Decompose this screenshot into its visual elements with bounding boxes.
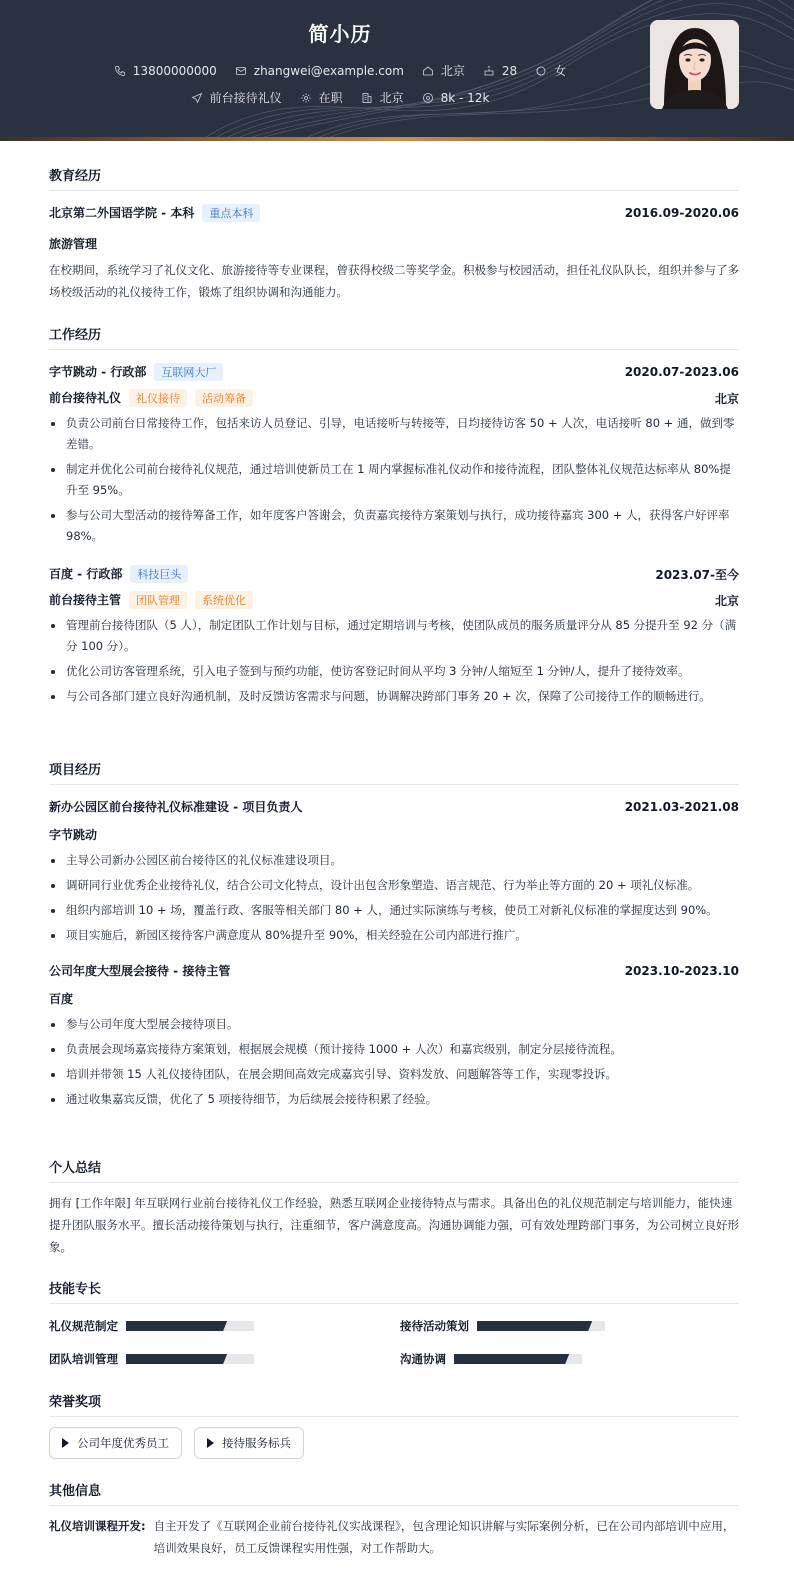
section-title-projects: 项目经历 (49, 759, 739, 785)
header-accent-bar (0, 137, 794, 141)
work-role-line (49, 389, 253, 407)
education-tag: 重点本科 (202, 204, 260, 222)
work-company-line (49, 565, 188, 583)
work-company-row (49, 565, 739, 583)
job-intent-row (0, 89, 680, 106)
honors-section (49, 1391, 739, 1471)
project-org: 字节跳动 (49, 828, 98, 842)
building-icon (361, 92, 373, 104)
project-bullet: 组织内部培训 10 + 场，覆盖行政、客服等相关部门 80 + 人，通过实际演练与考核，使员工对新礼仪标准的掌握度达到 90%。 (49, 900, 739, 921)
section-title-other: 其他信息 (49, 1480, 739, 1506)
education-major: 旅游管理 (49, 237, 98, 251)
work-bullets (49, 413, 739, 547)
send-icon (191, 92, 203, 104)
cake-icon (483, 65, 495, 77)
work-item (49, 363, 739, 547)
email-info (235, 64, 404, 78)
status-text: 在职 (318, 91, 343, 105)
project-bullet: 参与公司年度大型展会接待项目。 (49, 1014, 739, 1035)
work-period: 2023.07-至今 (655, 567, 739, 582)
work-bullet: 优化公司访客管理系统，引入电子签到与预约功能，使访客登记时间从平均 3 分钟/人缩短至 1 分钟/人，提升了接待效率。 (49, 661, 739, 682)
mail-icon (235, 65, 247, 77)
education-description: 在校期间，系统学习了礼仪文化、旅游接待等专业课程，曾获得校级二等奖学金。积极参与校园活动，担任礼仪队队长，组织并参与了多场校级活动的礼仪接待工作，锻炼了组织协调和沟通能力。 (49, 263, 739, 299)
skill-name: 接待活动策划 (400, 1319, 469, 1333)
project-bullets (49, 1014, 739, 1110)
email-text: zhangwei@example.com (253, 63, 404, 78)
education-school-line (49, 204, 260, 222)
salary-info (422, 91, 490, 105)
contact-info-row (0, 62, 680, 79)
work-bullet: 负责公司前台日常接待工作，包括来访人员登记、引导，电话接听与转接等，日均接待访客 50 + 人次，电话接听 80 + 通，做到零差错。 (49, 413, 739, 455)
honor-text: 接待服务标兵 (222, 1436, 291, 1450)
project-bullets (49, 850, 739, 946)
project-bullet: 调研同行业优秀企业接待礼仪，结合公司文化特点，设计出包含形象塑造、语言规范、行为举止等方面的 20 + 项礼仪标准。 (49, 875, 739, 896)
skill-name: 沟通协调 (400, 1352, 446, 1366)
honor-badge (194, 1427, 304, 1459)
project-item (49, 798, 739, 946)
gender-text: 女 (554, 64, 567, 78)
job-intent-info (191, 89, 282, 106)
project-period: 2021.03-2021.08 (624, 799, 739, 814)
work-role: 前台接待礼仪 (49, 391, 122, 405)
project-org: 百度 (49, 992, 74, 1006)
skill-name: 礼仪规范制定 (49, 1319, 118, 1333)
skill-item (49, 1351, 254, 1367)
skill-name: 团队培训管理 (49, 1352, 118, 1366)
project-bullet: 培训并带领 15 人礼仪接待团队，在展会期间高效完成嘉宾引导、资料发放、问题解答等工作，实现零投诉。 (49, 1064, 739, 1085)
skill-bar (126, 1321, 254, 1331)
education-header-row (49, 204, 739, 222)
work-company: 字节跳动 - 行政部 (49, 365, 147, 379)
location-text: 北京 (440, 64, 465, 78)
project-bullet: 项目实施后，新园区接待客户满意度从 80%提升至 90%，相关经验在公司内部进行推广。 (49, 925, 739, 946)
project-name: 新办公园区前台接待礼仪标准建设 - 项目负责人 (49, 800, 303, 814)
work-company: 百度 - 行政部 (49, 567, 123, 581)
other-text: 自主开发了《互联网企业前台接待礼仪实战课程》，包含理论知识讲解与实际案例分析，已在公司内部培训中应用，培训效果良好，员工反馈课程实用性强，对工作帮助大。 (153, 1519, 735, 1555)
section-title-skills: 技能专长 (49, 1278, 739, 1304)
section-title-honors: 荣誉奖项 (49, 1391, 739, 1417)
play-triangle-icon (207, 1438, 214, 1448)
project-bullet: 负责展会现场嘉宾接待方案策划，根据展会规模（预计接待 1000 + 人次）和嘉宾级别，制定分层接待流程。 (49, 1039, 739, 1060)
target-icon (422, 92, 434, 104)
skill-bar (477, 1321, 605, 1331)
work-bullets (49, 615, 739, 707)
work-role-row (49, 389, 739, 407)
work-company-row (49, 363, 739, 381)
work-role-tag: 活动筹备 (195, 389, 253, 407)
home-icon (422, 65, 434, 77)
section-title-work: 工作经历 (49, 324, 739, 350)
education-period: 2016.09-2020.06 (624, 206, 739, 220)
work-city-text: 北京 (379, 91, 404, 105)
work-role-row (49, 591, 739, 609)
work-section (49, 324, 739, 707)
skill-fill (477, 1321, 592, 1331)
work-bullet: 参与公司大型活动的接待筹备工作，如年度客户答谢会，负责嘉宾接待方案策划与执行，成功接待嘉宾 300 + 人，获得客户好评率 98%。 (49, 505, 739, 547)
work-role-line (49, 591, 253, 609)
work-company-line (49, 363, 223, 381)
work-city: 北京 (714, 593, 739, 608)
project-bullet: 主导公司新办公园区前台接待区的礼仪标准建设项目。 (49, 850, 739, 871)
phone-info (114, 64, 217, 78)
other-info-row (49, 1515, 739, 1559)
work-role-tag: 团队管理 (129, 591, 187, 609)
skill-item (400, 1318, 605, 1334)
candidate-name: 简小历 (308, 22, 372, 46)
work-bullet: 与公司各部门建立良好沟通机制，及时反馈访客需求与问题，协调解决跨部门事务 20 + 次，保障了公司接待工作的顺畅进行。 (49, 686, 739, 707)
skill-item (49, 1318, 254, 1334)
gender-info (535, 62, 566, 79)
work-period: 2020.07-2023.06 (624, 365, 739, 379)
project-header-row (49, 962, 739, 979)
work-role-tag: 系统优化 (195, 591, 253, 609)
gender-icon (535, 65, 547, 77)
play-triangle-icon (62, 1438, 69, 1448)
work-bullet: 管理前台接待团队（5 人），制定团队工作计划与目标，通过定期培训与考核，使团队成员的服务质量评分从 85 分提升至 92 分（满分 100 分）。 (49, 615, 739, 657)
project-bullet: 通过收集嘉宾反馈，优化了 5 项接待细节，为后续展会接待积累了经验。 (49, 1089, 739, 1110)
work-company-tag: 科技巨头 (130, 565, 188, 583)
skill-bar (454, 1354, 582, 1364)
project-item (49, 962, 739, 1110)
age-text: 28 (501, 63, 518, 78)
work-bullet: 制定并优化公司前台接待礼仪规范，通过培训使新员工在 1 周内掌握标准礼仪动作和接待流程，团队整体礼仪规范达标率从 80%提升至 95%。 (49, 459, 739, 501)
honor-text: 公司年度优秀员工 (77, 1436, 169, 1450)
phone-icon (114, 65, 126, 77)
honor-badge (49, 1427, 182, 1459)
summary-text: 拥有 [工作年限] 年互联网行业前台接待礼仪工作经验，熟悉互联网企业接待特点与需求。具备出色的礼仪规范制定与培训能力，能快速提升团队服务水平。擅长活动接待策划与执行，注重细节，客户满意度高。沟通协调能力强，可有效处理跨部门事务，为公司树立良好形象。 (49, 1196, 739, 1254)
work-company-tag: 互联网大厂 (154, 363, 223, 381)
project-name: 公司年度大型展会接待 - 接待主管 (49, 964, 231, 978)
work-item (49, 565, 739, 707)
work-role-tag: 礼仪接待 (129, 389, 187, 407)
age-info (483, 64, 517, 78)
other-label: 礼仪培训课程开发: (49, 1519, 146, 1533)
skill-bar (126, 1354, 254, 1364)
other-section (49, 1480, 739, 1559)
skill-fill (126, 1321, 227, 1331)
work-role: 前台接待主管 (49, 593, 122, 607)
section-title-summary: 个人总结 (49, 1157, 739, 1183)
work-city: 北京 (714, 391, 739, 406)
section-title-education: 教育经历 (49, 165, 739, 191)
job-intent-text: 前台接待礼仪 (209, 91, 282, 105)
education-section (49, 165, 739, 303)
skill-item (400, 1351, 582, 1367)
education-school: 北京第二外国语学院 - 本科 (49, 206, 195, 220)
skill-fill (454, 1354, 569, 1364)
projects-section (49, 759, 739, 1110)
phone-text: 13800000000 (132, 63, 217, 78)
avatar-illustration (650, 20, 739, 109)
salary-text: 8k - 12k (440, 90, 490, 105)
settings-icon (300, 92, 312, 104)
project-period: 2023.10-2023.10 (624, 963, 739, 978)
resume-header (0, 0, 794, 141)
project-header-row (49, 798, 739, 815)
location-info (422, 62, 465, 79)
summary-section (49, 1157, 739, 1258)
status-info (300, 89, 343, 106)
skill-fill (126, 1354, 227, 1364)
skills-section (49, 1278, 739, 1366)
work-city-info (361, 89, 404, 106)
profile-photo (650, 20, 739, 109)
